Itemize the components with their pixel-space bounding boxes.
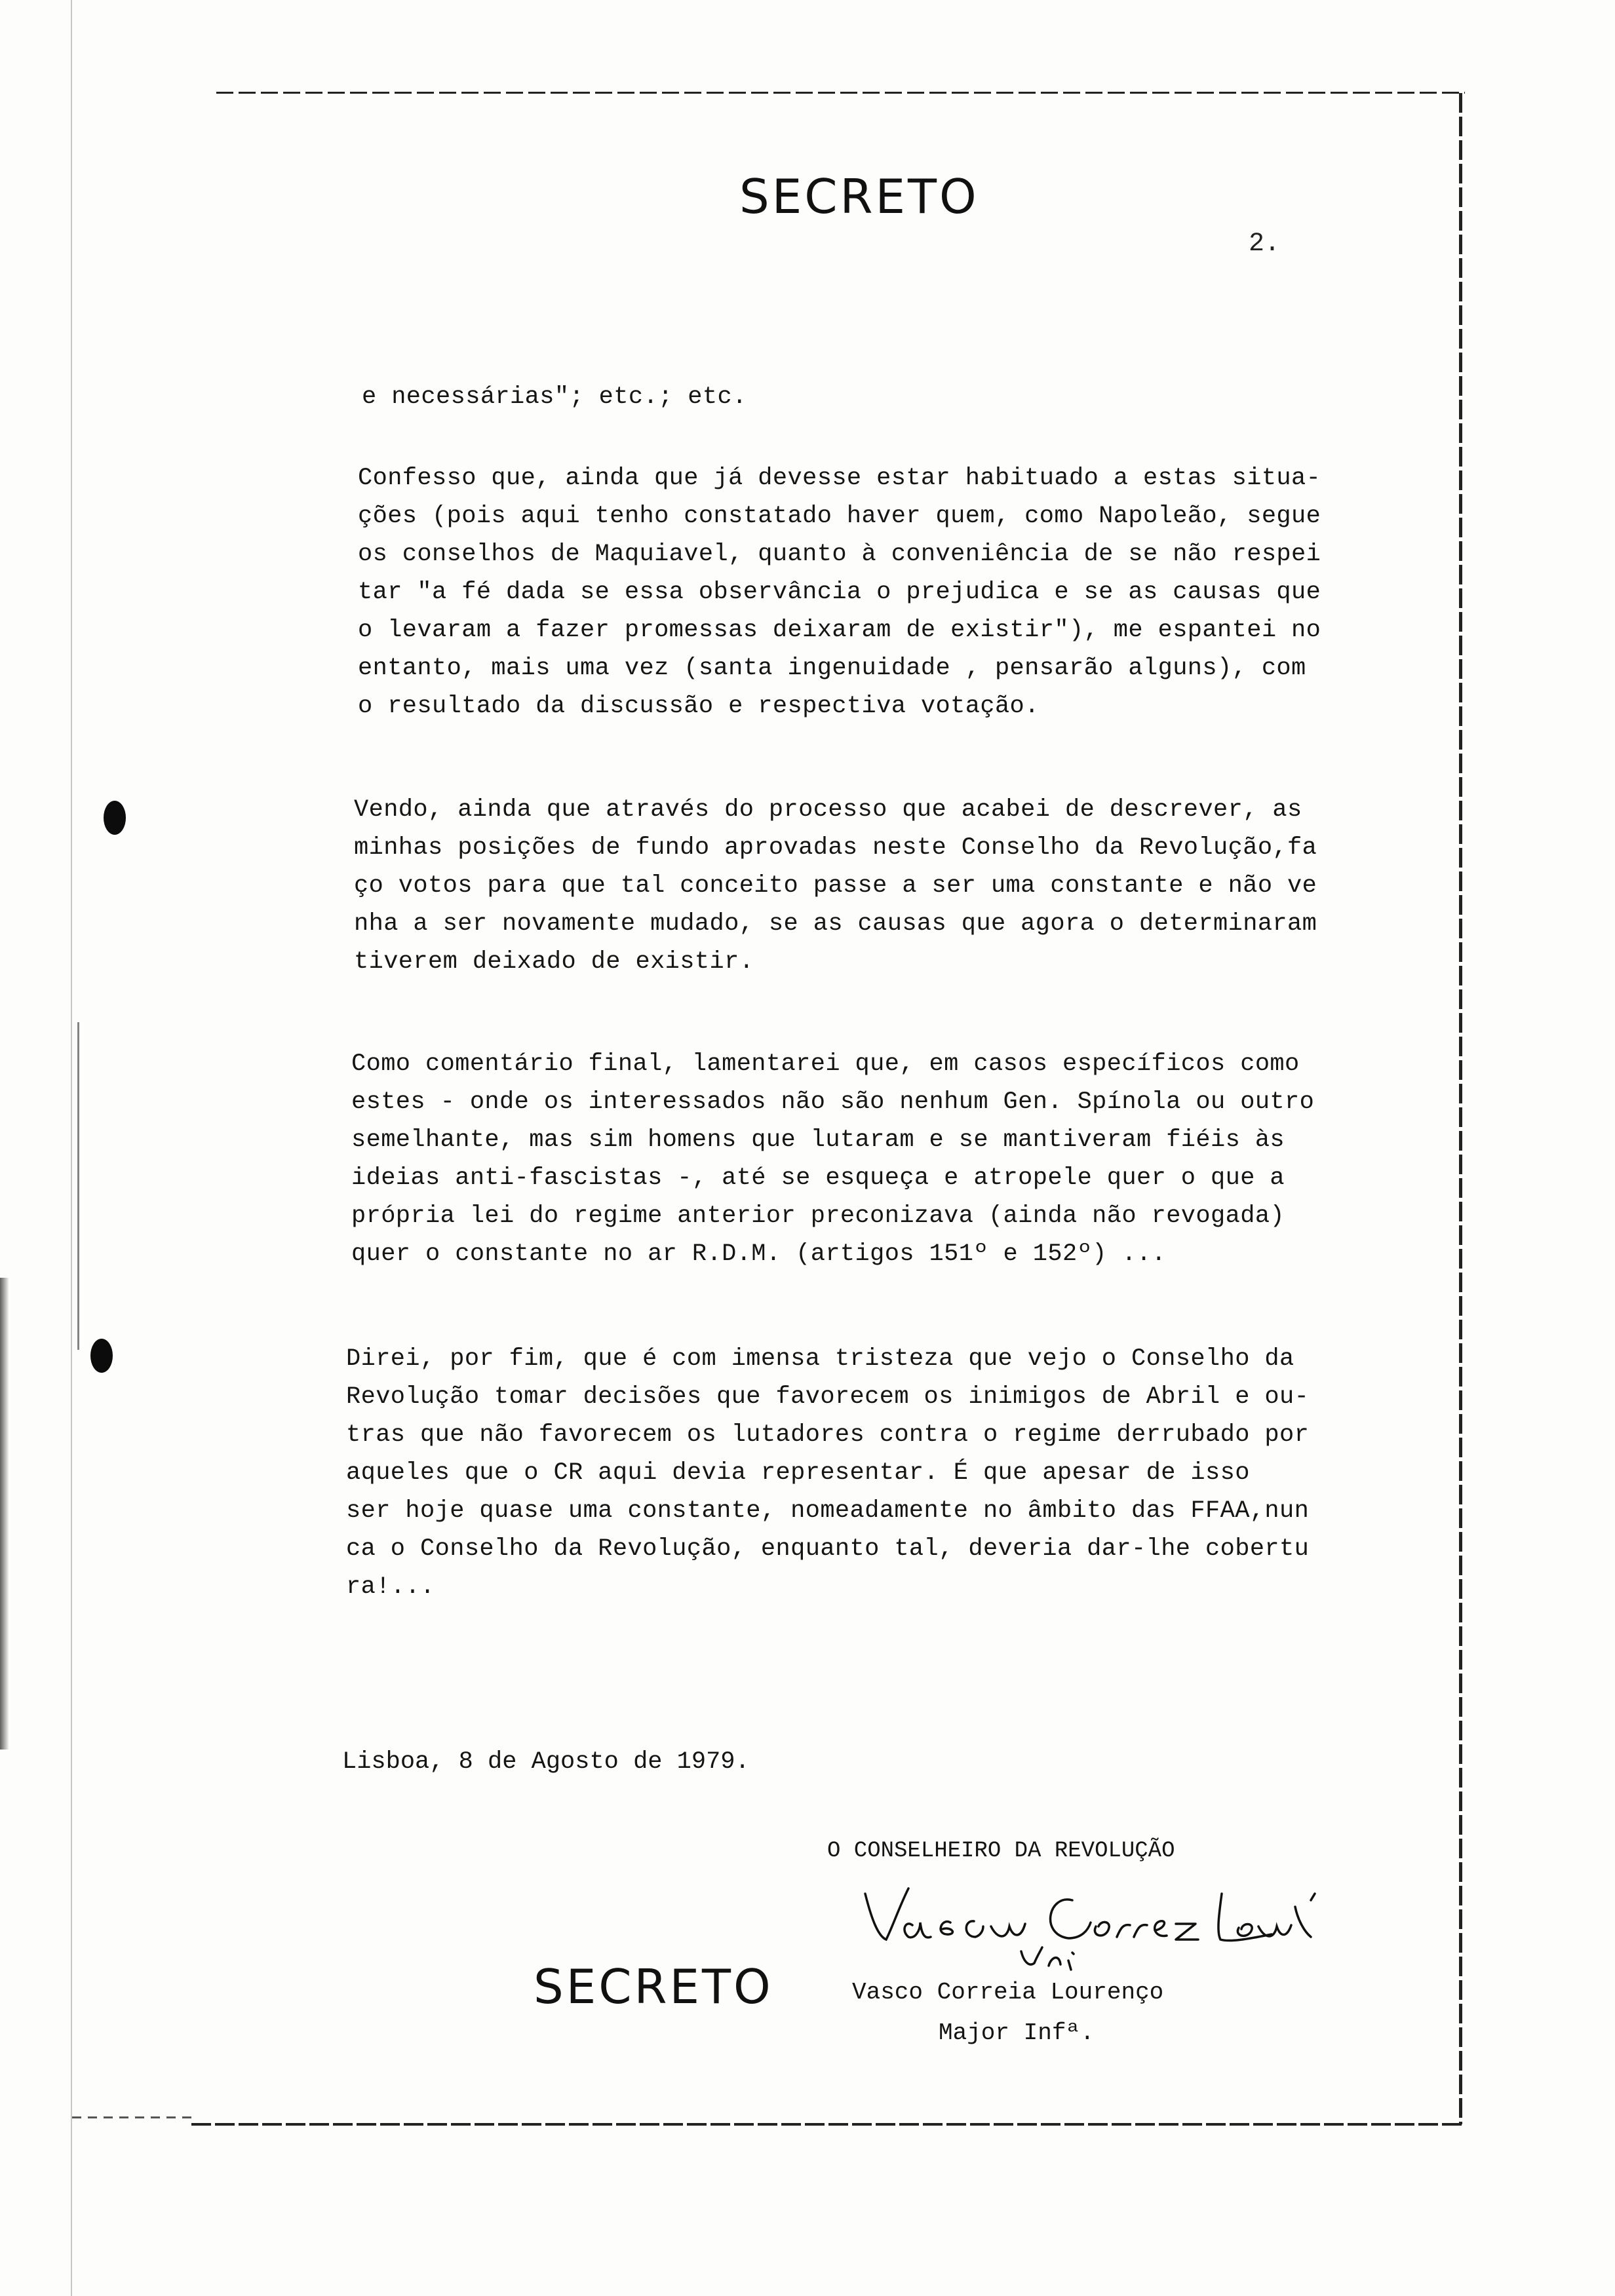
scan-edge-shadow <box>0 1278 9 1750</box>
signer-name: Vasco Correia Lourenço <box>852 1979 1164 2006</box>
text-line: Confesso que, ainda que já devesse estar habituado a estas situa- <box>358 465 1321 492</box>
page-number: 2. <box>1249 229 1281 259</box>
classification-stamp-bottom: SECRETO <box>534 1959 773 2014</box>
text-line: ideias anti-fascistas -, até se esqueça e atropele quer o que a <box>351 1164 1285 1192</box>
text-line: ções (pois aqui tenho constatado haver quem, como Napoleão, segue <box>358 503 1321 530</box>
text-line: ra!... <box>346 1573 435 1601</box>
classification-stamp-top: SECRETO <box>739 169 979 224</box>
handwritten-signature-icon <box>852 1874 1324 1979</box>
signer-role: O CONSELHEIRO DA REVOLUÇÃO <box>827 1839 1175 1864</box>
text-line: tiverem deixado de existir. <box>354 948 754 976</box>
text-line: ço votos para que tal conceito passe a ser uma constante e não ve <box>354 872 1317 900</box>
text-line: o resultado da discussão e respectiva votação. <box>358 693 1040 720</box>
place-and-date: Lisboa, 8 de Agosto de 1979. <box>342 1748 750 1776</box>
text-line: semelhante, mas sim homens que lutaram e se mantiveram fiéis às <box>351 1126 1285 1154</box>
text-line: entanto, mais uma vez (santa ingenuidade , pensarão alguns), com <box>358 655 1306 682</box>
scan-edge-line <box>71 0 72 2296</box>
page-border-bottom <box>191 2123 1462 2126</box>
text-line: aqueles que o CR aqui devia representar. É que apesar de isso <box>346 1459 1250 1487</box>
page-border-right <box>1459 93 1462 2124</box>
text-line: estes - onde os interessados não são nenhum Gen. Spínola ou outro <box>351 1088 1315 1116</box>
text-line: Vendo, ainda que através do processo que acabei de descrever, as <box>354 796 1302 824</box>
text-line: minhas posições de fundo aprovadas neste Conselho da Revolução,fa <box>354 834 1317 862</box>
punch-hole-icon <box>104 801 126 835</box>
text-line: Como comentário final, lamentarei que, em casos específicos como <box>351 1050 1300 1078</box>
text-line: ca o Conselho da Revolução, enquanto tal, deveria dar-lhe cobertu <box>346 1535 1310 1563</box>
text-line: ser hoje quase uma constante, nomeadamente no âmbito das FFAA,nun <box>346 1497 1310 1525</box>
text-line: os conselhos de Maquiavel, quanto à conveniência de se não respei <box>358 541 1321 568</box>
text-line: Direi, por fim, que é com imensa tristeza que vejo o Conselho da <box>346 1345 1294 1373</box>
text-line: e necessárias"; etc.; etc. <box>362 383 747 411</box>
punch-hole-icon <box>90 1339 113 1373</box>
text-line: nha a ser novamente mudado, se as causas que agora o determinaram <box>354 910 1317 938</box>
text-line: tras que não favorecem os lutadores contra o regime derrubado por <box>346 1421 1310 1449</box>
text-line: Revolução tomar decisões que favorecem os inimigos de Abril e ou- <box>346 1383 1310 1411</box>
text-line: tar "a fé dada se essa observância o prejudica e se as causas que <box>358 579 1321 606</box>
text-line: quer o constante no ar R.D.M. (artigos 151º e 152º) ... <box>351 1240 1167 1268</box>
text-line: própria lei do regime anterior preconizava (ainda não revogada) <box>351 1202 1285 1230</box>
scan-edge-mark <box>77 1022 79 1350</box>
page-border-top <box>216 92 1465 94</box>
text-line: o levaram a fazer promessas deixaram de existir"), me espantei no <box>358 617 1321 644</box>
page-border-bottom-left <box>72 2116 193 2118</box>
signer-rank: Major Infª. <box>939 2019 1095 2046</box>
